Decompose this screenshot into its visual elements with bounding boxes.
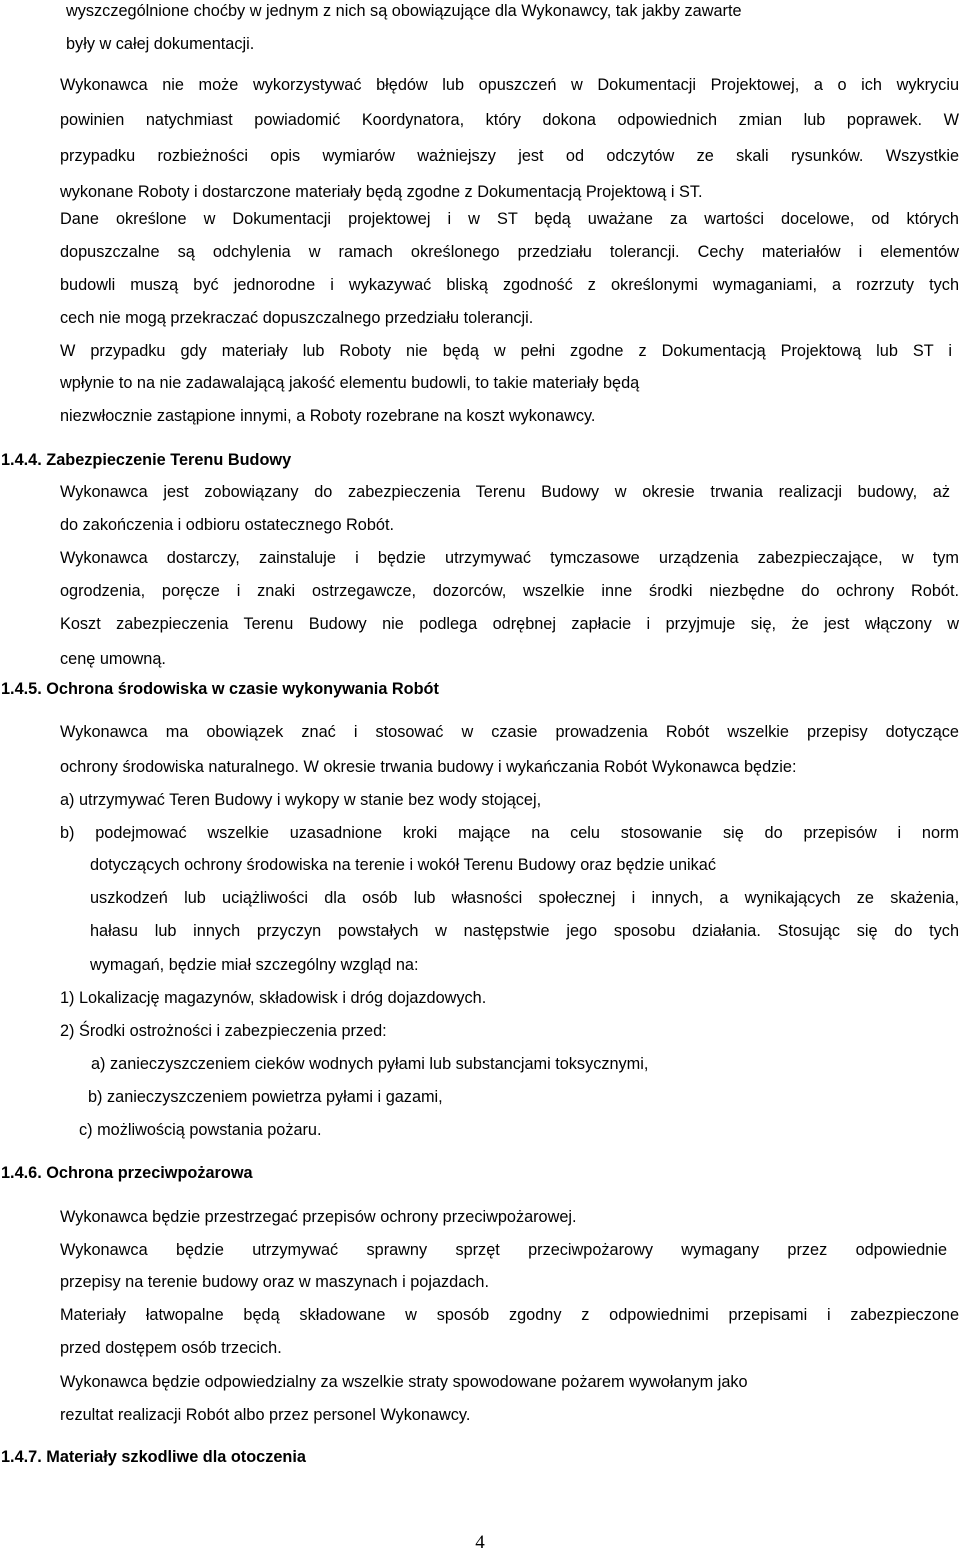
section-heading-1-4-6: 1.4.6. Ochrona przeciwpożarowa <box>1 1164 253 1182</box>
paragraph-line: Wykonawca jest zobowiązany do zabezpieczenia Terenu Budowy w okresie trwania realizacji budowy, aż <box>60 483 950 501</box>
paragraph-line: Wykonawca będzie odpowiedzialny za wszelkie straty spowodowane pożarem wywołanym jako <box>60 1373 748 1391</box>
paragraph-line: W przypadku gdy materiały lub Roboty nie będą w pełni zgodne z Dokumentacją Projektową lub ST i <box>60 342 952 360</box>
paragraph-line: wpłynie to na nie zadawalającą jakość elementu budowli, to takie materiały będą <box>60 374 640 392</box>
paragraph-line: przed dostępem osób trzecich. <box>60 1339 282 1357</box>
list-item-b-continued: hałasu lub innych przyczyn powstałych w następstwie jego sposobu działania. Stosując się do tych <box>90 922 959 940</box>
paragraph-line: przepisy na terenie budowy oraz w maszynach i pojazdach. <box>60 1273 489 1291</box>
list-item-b-continued: dotyczących ochrony środowiska na terenie i wokół Terenu Budowy oraz będzie unikać <box>90 856 716 874</box>
paragraph-line: Wykonawca dostarczy, zainstaluje i będzie utrzymywać tymczasowe urządzenia zabezpieczające, w tym <box>60 549 959 567</box>
section-heading-1-4-7: 1.4.7. Materiały szkodliwe dla otoczenia <box>1 1448 306 1466</box>
continuation-line: były w całej dokumentacji. <box>66 35 255 53</box>
continuation-line: wyszczególnione choćby w jednym z nich są obowiązujące dla Wykonawcy, tak jakby zawarte <box>66 2 742 20</box>
paragraph-line: przypadku rozbieżności opis wymiarów ważniejszy jest od odczytów ze skali rysunków. Wszystkie <box>60 147 959 165</box>
sub-item-a: a) zanieczyszczeniem cieków wodnych pyłami lub substancjami toksycznymi, <box>91 1055 649 1073</box>
paragraph-line: Materiały łatwopalne będą składowane w sposób zgodny z odpowiednimi przepisami i zabezpieczone <box>60 1306 959 1324</box>
paragraph-line: rezultat realizacji Robót albo przez personel Wykonawcy. <box>60 1406 471 1424</box>
section-heading-1-4-4: 1.4.4. Zabezpieczenie Terenu Budowy <box>1 451 292 469</box>
list-item-a: a) utrzymywać Teren Budowy i wykopy w stanie bez wody stojącej, <box>60 791 542 809</box>
paragraph-line: do zakończenia i odbioru ostatecznego Robót. <box>60 516 394 534</box>
paragraph-line: wykonane Roboty i dostarczone materiały będą zgodne z Dokumentacją Projektową i ST. <box>60 183 703 201</box>
paragraph-line: Dane określone w Dokumentacji projektowej i w ST będą uważane za wartości docelowe, od których <box>60 210 959 228</box>
sub-item-b: b) zanieczyszczeniem powietrza pyłami i gazami, <box>88 1088 443 1106</box>
paragraph-line: powinien natychmiast powiadomić Koordynatora, który dokona odpowiednich zmian lub poprawek. W <box>60 111 959 129</box>
page-number: 4 <box>475 1532 485 1553</box>
paragraph-line: Wykonawca będzie utrzymywać sprawny sprzęt przeciwpożarowy wymagany przez odpowiednie <box>60 1241 947 1259</box>
paragraph-line: Wykonawca ma obowiązek znać i stosować w czasie prowadzenia Robót wszelkie przepisy dotyczące <box>60 723 959 741</box>
paragraph-line: Koszt zabezpieczenia Terenu Budowy nie podlega odrębnej zapłacie i przyjmuje się, że jest włączony w <box>60 615 959 633</box>
list-item-b-continued: uszkodzeń lub uciążliwości dla osób lub własności społecznej i innych, a wynikających ze skażenia, <box>90 889 959 907</box>
paragraph-line: budowli muszą być jednorodne i wykazywać bliską zgodność z określonymi wymaganiami, a rozrzuty tych <box>60 276 959 294</box>
paragraph-line: cenę umowną. <box>60 650 166 668</box>
numbered-item-2: 2) Środki ostrożności i zabezpieczenia przed: <box>60 1022 387 1040</box>
section-heading-1-4-5: 1.4.5. Ochrona środowiska w czasie wykonywania Robót <box>1 680 439 698</box>
paragraph-line: Wykonawca będzie przestrzegać przepisów ochrony przeciwpożarowej. <box>60 1208 577 1226</box>
paragraph-line: cech nie mogą przekraczać dopuszczalnego przedziału tolerancji. <box>60 309 534 327</box>
list-item-b: b) podejmować wszelkie uzasadnione kroki mające na celu stosowanie się do przepisów i norm <box>60 824 959 842</box>
list-item-b-continued: wymagań, będzie miał szczególny wzgląd na: <box>90 956 419 974</box>
numbered-item-1: 1) Lokalizację magazynów, składowisk i dróg dojazdowych. <box>60 989 487 1007</box>
sub-item-c: c) możliwością powstania pożaru. <box>79 1121 322 1139</box>
paragraph-line: ochrony środowiska naturalnego. W okresie trwania budowy i wykańczania Robót Wykonawca będzie: <box>60 758 797 776</box>
paragraph-line: niezwłocznie zastąpione innymi, a Roboty rozebrane na koszt wykonawcy. <box>60 407 596 425</box>
paragraph-line: ogrodzenia, poręcze i znaki ostrzegawcze, dozorców, wszelkie inne środki niezbędne do ochrony Robót. <box>60 582 959 600</box>
paragraph-line: Wykonawca nie może wykorzystywać błędów lub opuszczeń w Dokumentacji Projektowej, a o ich wykryciu <box>60 76 959 94</box>
paragraph-line: dopuszczalne są odchylenia w ramach określonego przedziału tolerancji. Cechy materiałów i elementów <box>60 243 959 261</box>
